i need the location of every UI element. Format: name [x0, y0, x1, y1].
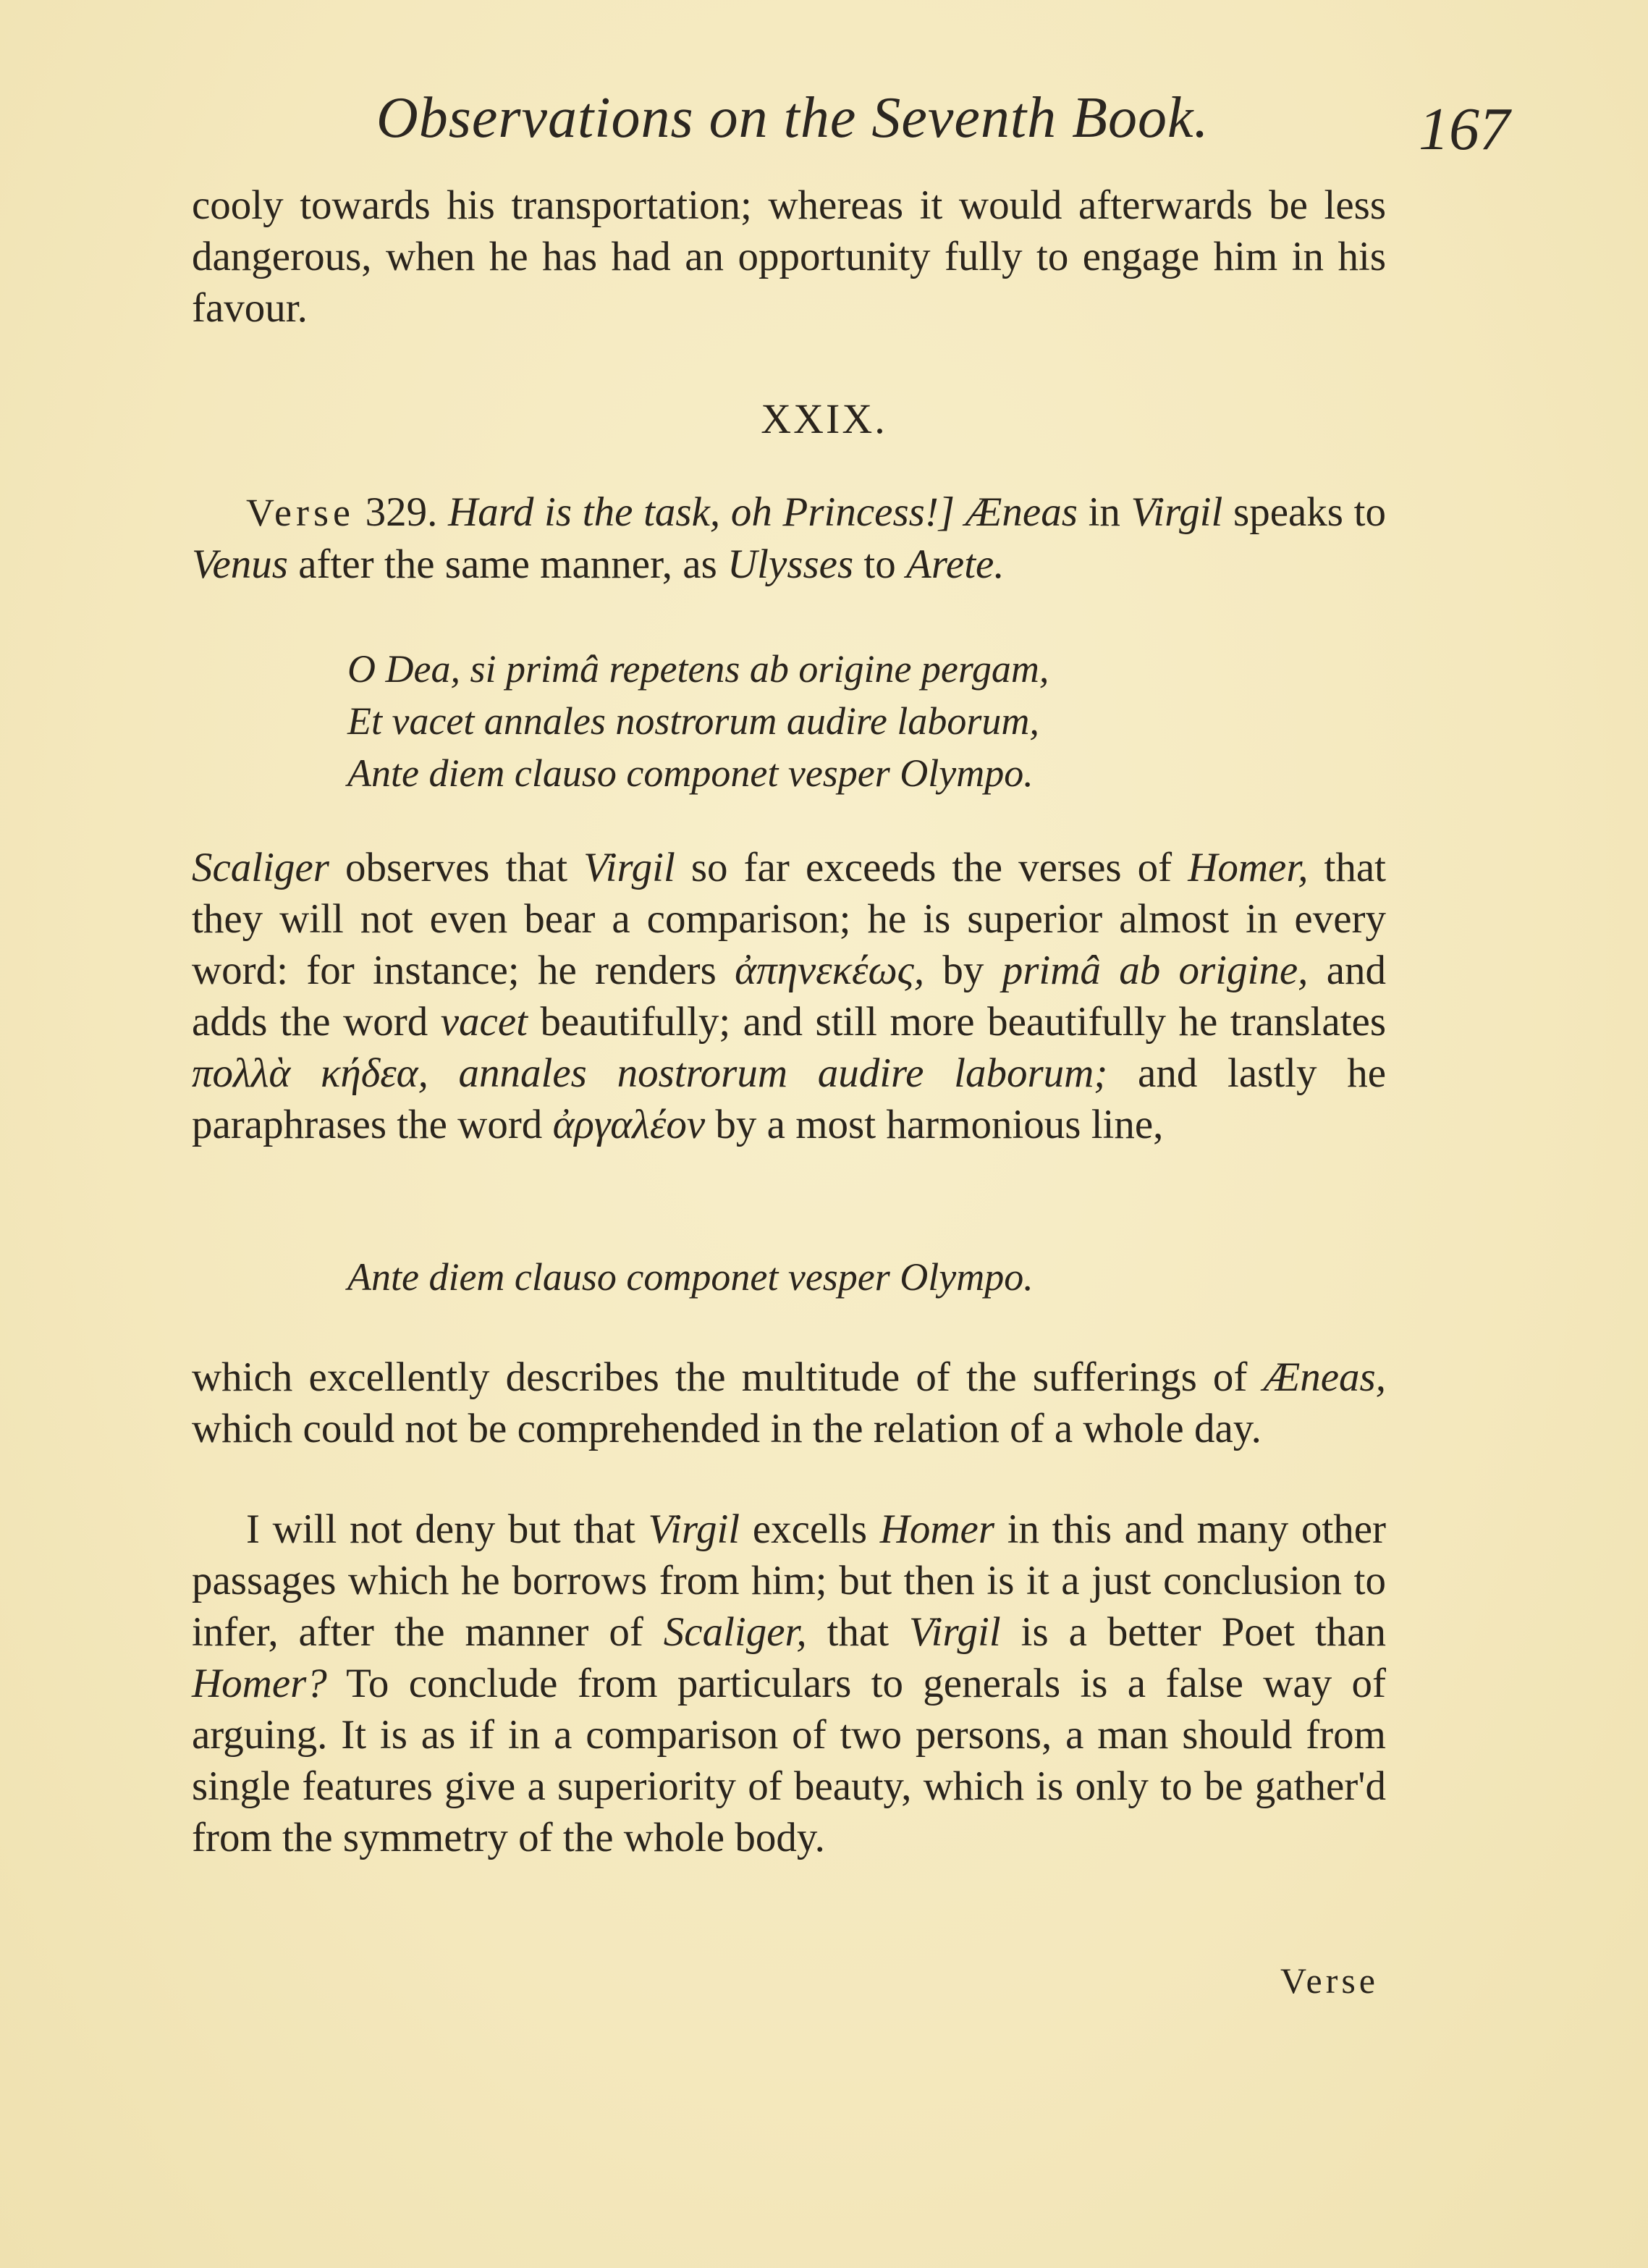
quote-line: Ante diem clauso componet vesper Olympo. [347, 1255, 1034, 1299]
text-run: I will not deny but that [246, 1506, 635, 1552]
greek-word: ἀπηνεκέως, [735, 948, 925, 993]
text-run: in [1088, 489, 1120, 535]
paragraph-text: cooly towards his transportation; whereas it would afterwards be less dangerous, when he has had an opportunity fully to engage him in his favour. [192, 182, 1386, 331]
greek-word: ἀργαλέον [552, 1102, 706, 1147]
paragraph-verse-note [192, 486, 1386, 590]
text-run: speaks to [1233, 489, 1387, 535]
text-run: and adds the word [192, 948, 1387, 1045]
name-homer: Homer [879, 1506, 995, 1552]
name-scaliger: Scaliger [192, 845, 329, 890]
paragraph-argument [192, 1504, 1386, 1863]
text-run: To conclude from particulars to generals is a false way of arguing. It is as if in a comparison of two persons, a man should from single features give a superiority of beauty, which is only to be gather'd from the symmetry of the whole body. [192, 1661, 1386, 1860]
name-homer: Homer, [1188, 845, 1309, 890]
latin-phrase: primâ ab origine, [1002, 948, 1309, 993]
name-scaliger: Scaliger, [663, 1609, 807, 1655]
page-number: 167 [1419, 96, 1510, 163]
name-virgil: Virgil [909, 1609, 1001, 1655]
name-aeneas: Æneas [965, 489, 1078, 535]
name-virgil: Virgil [648, 1506, 740, 1552]
name-virgil: Virgil [1131, 489, 1223, 535]
verse-label: Verse [246, 491, 355, 534]
text-run: excells [752, 1506, 868, 1552]
text-run: by a most harmonious line, [715, 1102, 1164, 1147]
verse-number: 329. [365, 489, 438, 535]
name-homer: Homer? [192, 1661, 327, 1706]
section-number: XXIX. [761, 395, 887, 442]
latin-quotation [347, 1251, 1288, 1303]
latin-phrase: annales nostrorum audire laborum; [458, 1050, 1108, 1096]
text-run: in this and many other passages which he borrows from him; but then is it a just conclusion to infer, after the manner of [192, 1506, 1387, 1655]
text-run: after the same manner, as [298, 541, 717, 587]
text-run: that they will not even bear a comparison; he is superior almost in every word: for instance; he renders [192, 845, 1387, 993]
quote-line: Et vacet annales nostrorum audire laborum, [347, 699, 1039, 743]
text-run: is a better Poet than [1021, 1609, 1387, 1655]
latin-quotation [347, 643, 1288, 799]
paragraph-continuation [192, 180, 1386, 334]
name-arete: Arete. [906, 541, 1005, 587]
text-run: beautifully; and still more beautifully he translates [540, 999, 1387, 1045]
text-run: that [827, 1609, 890, 1655]
name-aeneas: Æneas, [1263, 1354, 1386, 1400]
paragraph-scaliger [192, 842, 1386, 1150]
catchword: Verse [1280, 1960, 1379, 2001]
quote-line: O Dea, si primâ repetens ab origine pergam, [347, 647, 1049, 691]
running-head [0, 85, 1648, 165]
paragraph-sufferings [192, 1352, 1386, 1454]
quote-line: Ante diem clauso componet vesper Olympo. [347, 751, 1034, 795]
text-run: observes that [345, 845, 568, 890]
text-run: which could not be comprehended in the relation of a whole day. [192, 1406, 1262, 1451]
lemma: Hard is the task, oh Princess!] [448, 489, 955, 535]
text-run: by [942, 948, 984, 993]
running-title: Observations on the Seventh Book. [376, 86, 1209, 150]
greek-phrase: πολλὰ κήδεα, [192, 1050, 428, 1096]
latin-word: vacet [440, 999, 528, 1045]
text-run: to [863, 541, 896, 587]
name-ulysses: Ulysses [727, 541, 854, 587]
text-run: so far exceeds the verses of [690, 845, 1172, 890]
name-virgil: Virgil [583, 845, 675, 890]
text-run: which excellently describes the multitude of the sufferings of [192, 1354, 1248, 1400]
name-venus: Venus [192, 541, 288, 587]
text-run: and lastly he paraphrases the word [192, 1050, 1387, 1147]
